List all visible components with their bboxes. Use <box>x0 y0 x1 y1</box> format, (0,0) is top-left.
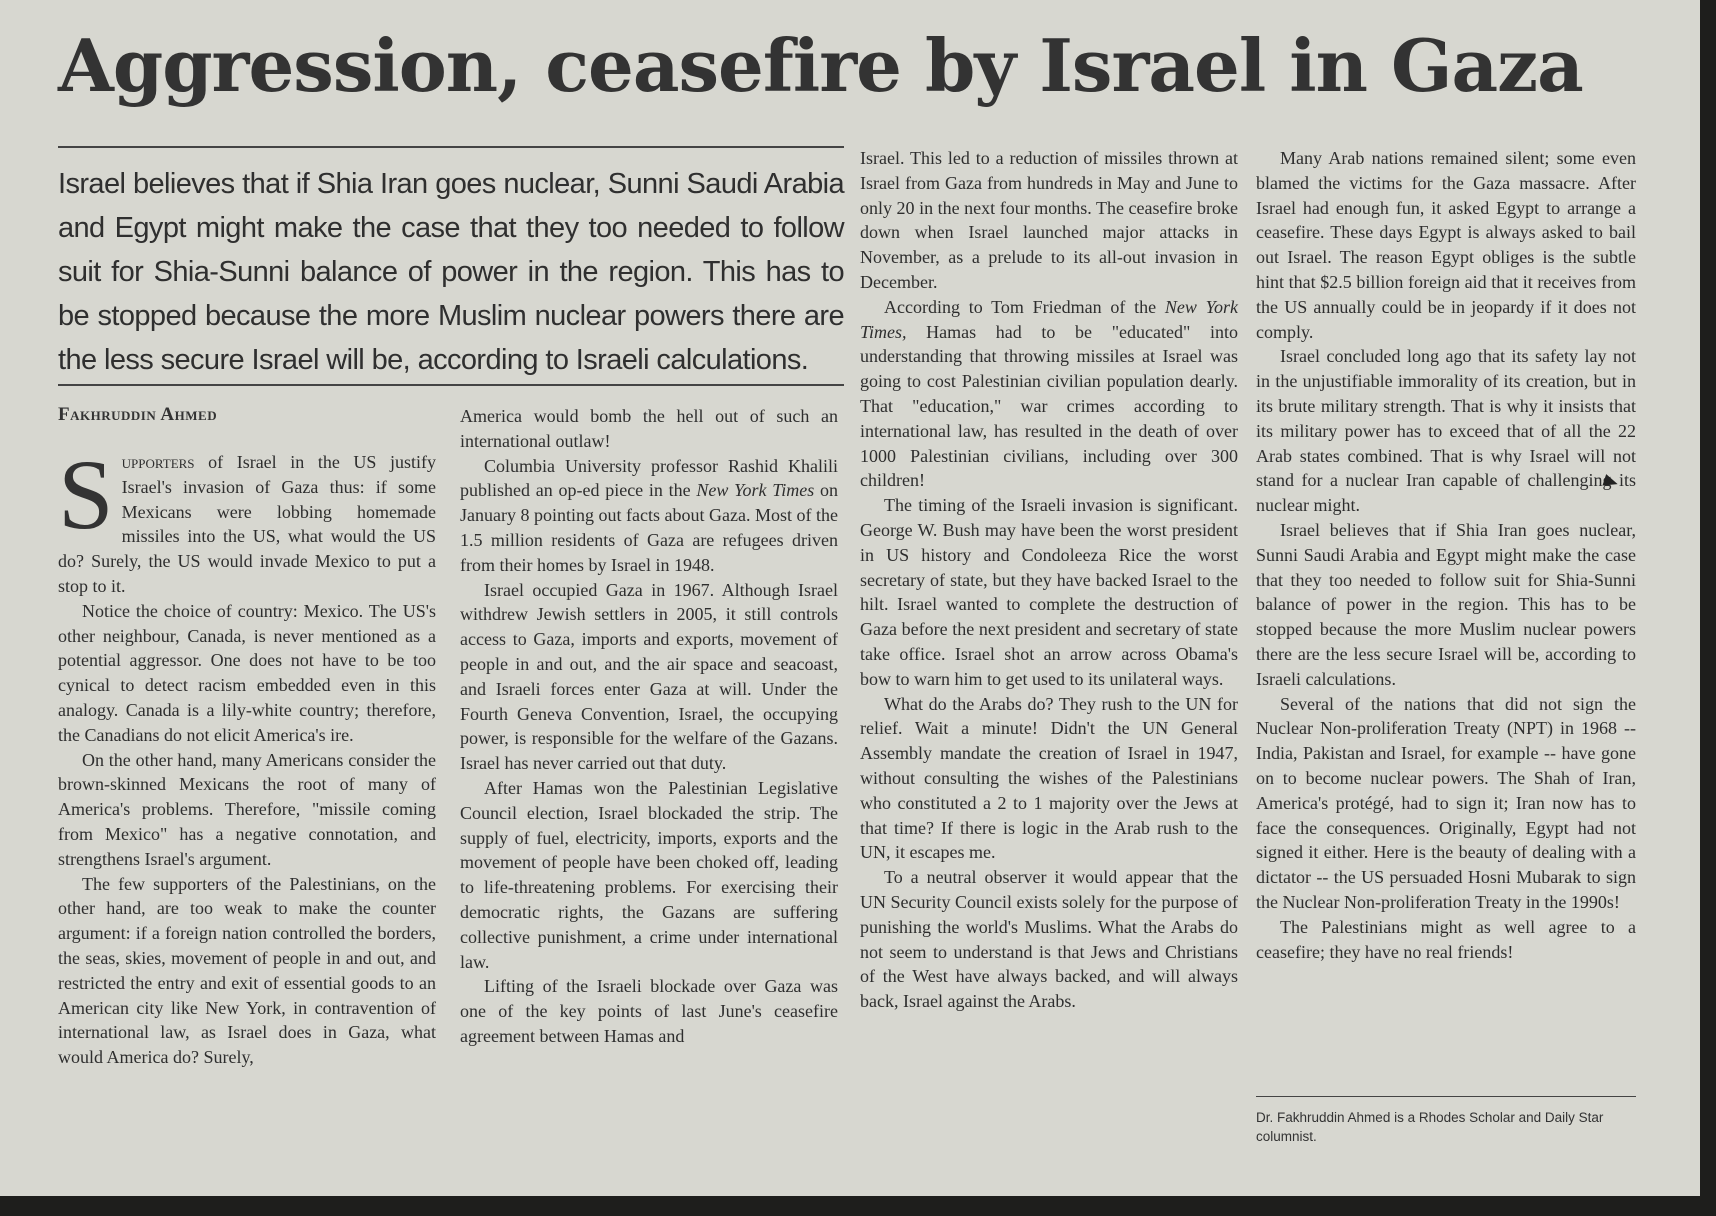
paragraph <box>860 295 1238 493</box>
paragraph: The few supporters of the Palestinians, on the other hand, are too weak to make the counter argument: if a foreign nation controlled the borders, the seas, skies, movement of people in and out, and restricted the entry and exit of essential goods to an American city like New York, in contravention of international law, as Israel does in Gaza, what would America do? Surely, <box>58 873 436 1068</box>
standfirst-top-rule <box>58 146 844 148</box>
paragraph: The Palestinians might as well agree to a ceasefire; they have no real friends! <box>1256 916 1636 962</box>
paragraph: America would bomb the hell out of such an international outlaw! <box>460 406 838 451</box>
paragraph: To a neutral observer it would appear that the UN Security Council exists solely for the purpose of punishing the world's Muslims. What the Arabs do not seem to understand is that Jews and Christians of the West have always backed, and will always back, Israel against the Arabs. <box>860 867 1238 1012</box>
byline: Fakhruddin Ahmed <box>58 404 218 425</box>
column-4 <box>1256 146 1636 964</box>
publication-name: New York Times, <box>860 296 1238 342</box>
paragraph <box>460 454 838 578</box>
paragraph: Israel occupied Gaza in 1967. Although Israel withdrew Jewish settlers in 2005, it still controls access to Gaza, imports and exports, movement of people in and out, and the air space and seacoast, and Israeli forces enter Gaza at will. Under the Fourth Geneva Convention, Israel, the occupying power, is responsible for the welfare of the Gazans. Israel has never carried out that duty. <box>460 579 838 774</box>
column-1 <box>58 439 436 1070</box>
author-note-rule <box>1256 1096 1636 1097</box>
paragraph: Israel believes that if Shia Iran goes nuclear, Sunni Saudi Arabia and Egypt might make the case that they too needed to follow suit for Shia-Sunni balance of power in the region. This has to be stopped because the more Muslim nuclear powers there are the less secure Israel will be, according to Israeli calculations. <box>1256 519 1636 689</box>
paragraph: Israel concluded long ago that its safety lay not in the unjustifiable immorality of its creation, but in its brute military strength. That is why it insists that its military power has to exceed that of all the 22 Arab states combined. That is why Israel will not stand for a nuclear Iran capable of challenging its nuclear might. <box>1256 346 1636 516</box>
publication-name: New York Times <box>696 480 815 501</box>
standfirst: Israel believes that if Shia Iran goes nuclear, Sunni Saudi Arabia and Egypt might make the case that they too needed to follow suit for Shia-Sunni balance of power in the region. This has to be stopped because the more Muslim nuclear powers there are the less secure Israel will be, according to Israeli calculations. <box>58 168 844 376</box>
text-run: Columbia University professor Rashid Khalili published an op-ed piece in the <box>460 455 838 501</box>
lead-text: of Israel in the US justify Israel's invasion of Gaza thus: if some Mexicans were lobbing homemade missiles into the US, what would the US do? Surely, the US would invade Mexico to put a stop to it. <box>58 452 436 596</box>
paragraph: Many Arab nations remained silent; some even blamed the victims for the Gaza massacre. After Israel had enough fun, it asked Egypt to arrange a ceasefire. These days Egypt is always asked to bail out Israel. The reason Egypt obliges is the subtle hint that $2.5 billion foreign aid that it receives from the US annually could be in jeopardy if it does not comply. <box>1256 148 1636 342</box>
lead-caps: upporters <box>121 452 195 472</box>
drop-cap: S <box>58 439 114 550</box>
paragraph: After Hamas won the Palestinian Legislative Council election, Israel blockaded the strip. The supply of fuel, electricity, imports, exports and the movement of people have been choked off, leading to life-threatening problems. For exercising their democratic rights, the Gazans are suffering collective punishment, a crime under international law. <box>460 777 838 972</box>
paragraph: Several of the nations that did not sign the Nuclear Non-proliferation Treaty (NPT) in 1968 -- India, Pakistan and Israel, for example -- have gone on to become nuclear powers. The Shah of Iran, America's protégé, had to sign it; Iran now has to face the consequences. Originally, Egypt had not signed it either. Here is the beauty of dealing with a dictator -- the US persuaded Hosni Mubarak to sign the Nuclear Non-proliferation Treaty in the 1990s! <box>1256 693 1636 912</box>
lead-paragraph <box>58 439 436 599</box>
text-run: Hamas had to be "educated" into understanding that throwing missiles at Israel was going to cost Palestinian civilian population dearly. That "education," war crimes according to international law, has resulted in the death of over 1000 Palestinian civilians, including over 300 children! <box>860 321 1238 491</box>
standfirst-bottom-rule <box>58 384 844 386</box>
paragraph: What do the Arabs do? They rush to the UN for relief. Wait a minute! Didn't the UN General Assembly mandate the creation of Israel in 1947, without consulting the wishes of the Palestinians who constituted a 2 to 1 majority over the Jews at that time? If there is logic in the Arab rush to the UN, it escapes me. <box>860 693 1238 863</box>
paragraph: Lifting of the Israeli blockade over Gaza was one of the key points of last June's ceasefire agreement between Hamas and <box>460 976 838 1046</box>
paragraph: Notice the choice of country: Mexico. The US's other neighbour, Canada, is never mentioned as a potential aggressor. One does not have to be too cynical to detect racism embedded even in this analogy. Canada is a lily-white country; therefore, the Canadians do not elicit America's ire. <box>58 600 436 745</box>
text-run: According to Tom Friedman of the <box>884 296 1165 317</box>
text-run: on January 8 pointing out facts about Gaza. Most of the 1.5 million residents of Gaza are refugees driven from their homes by Israel in 1948. <box>460 480 838 575</box>
column-3 <box>860 146 1238 1014</box>
paragraph: On the other hand, many Americans consider the brown-skinned Mexicans the root of many of America's problems. Therefore, "missile coming from Mexico" has a negative connotation, and strengthens Israel's argument. <box>58 749 436 869</box>
headline: Aggression, ceasefire by Israel in Gaza <box>58 23 1583 108</box>
column-2 <box>460 404 838 1049</box>
paragraph: Israel. This led to a reduction of missiles thrown at Israel from Gaza from hundreds in May and June to only 20 in the next four months. The ceasefire broke down when Israel launched major attacks in November, as a prelude to its all-out invasion in December. <box>860 148 1238 292</box>
paragraph: The timing of the Israeli invasion is significant. George W. Bush may have been the worst president in US history and Condoleeza Rice the worst secretary of state, but they have backed Israel to the hilt. Israel wanted to complete the destruction of Gaza before the next president and secretary of state take office. Israel shot an arrow across Obama's bow to warn him to get used to its unilateral ways. <box>860 495 1238 689</box>
author-note: Dr. Fakhruddin Ahmed is a Rhodes Scholar and Daily Star columnist. <box>1256 1110 1604 1144</box>
